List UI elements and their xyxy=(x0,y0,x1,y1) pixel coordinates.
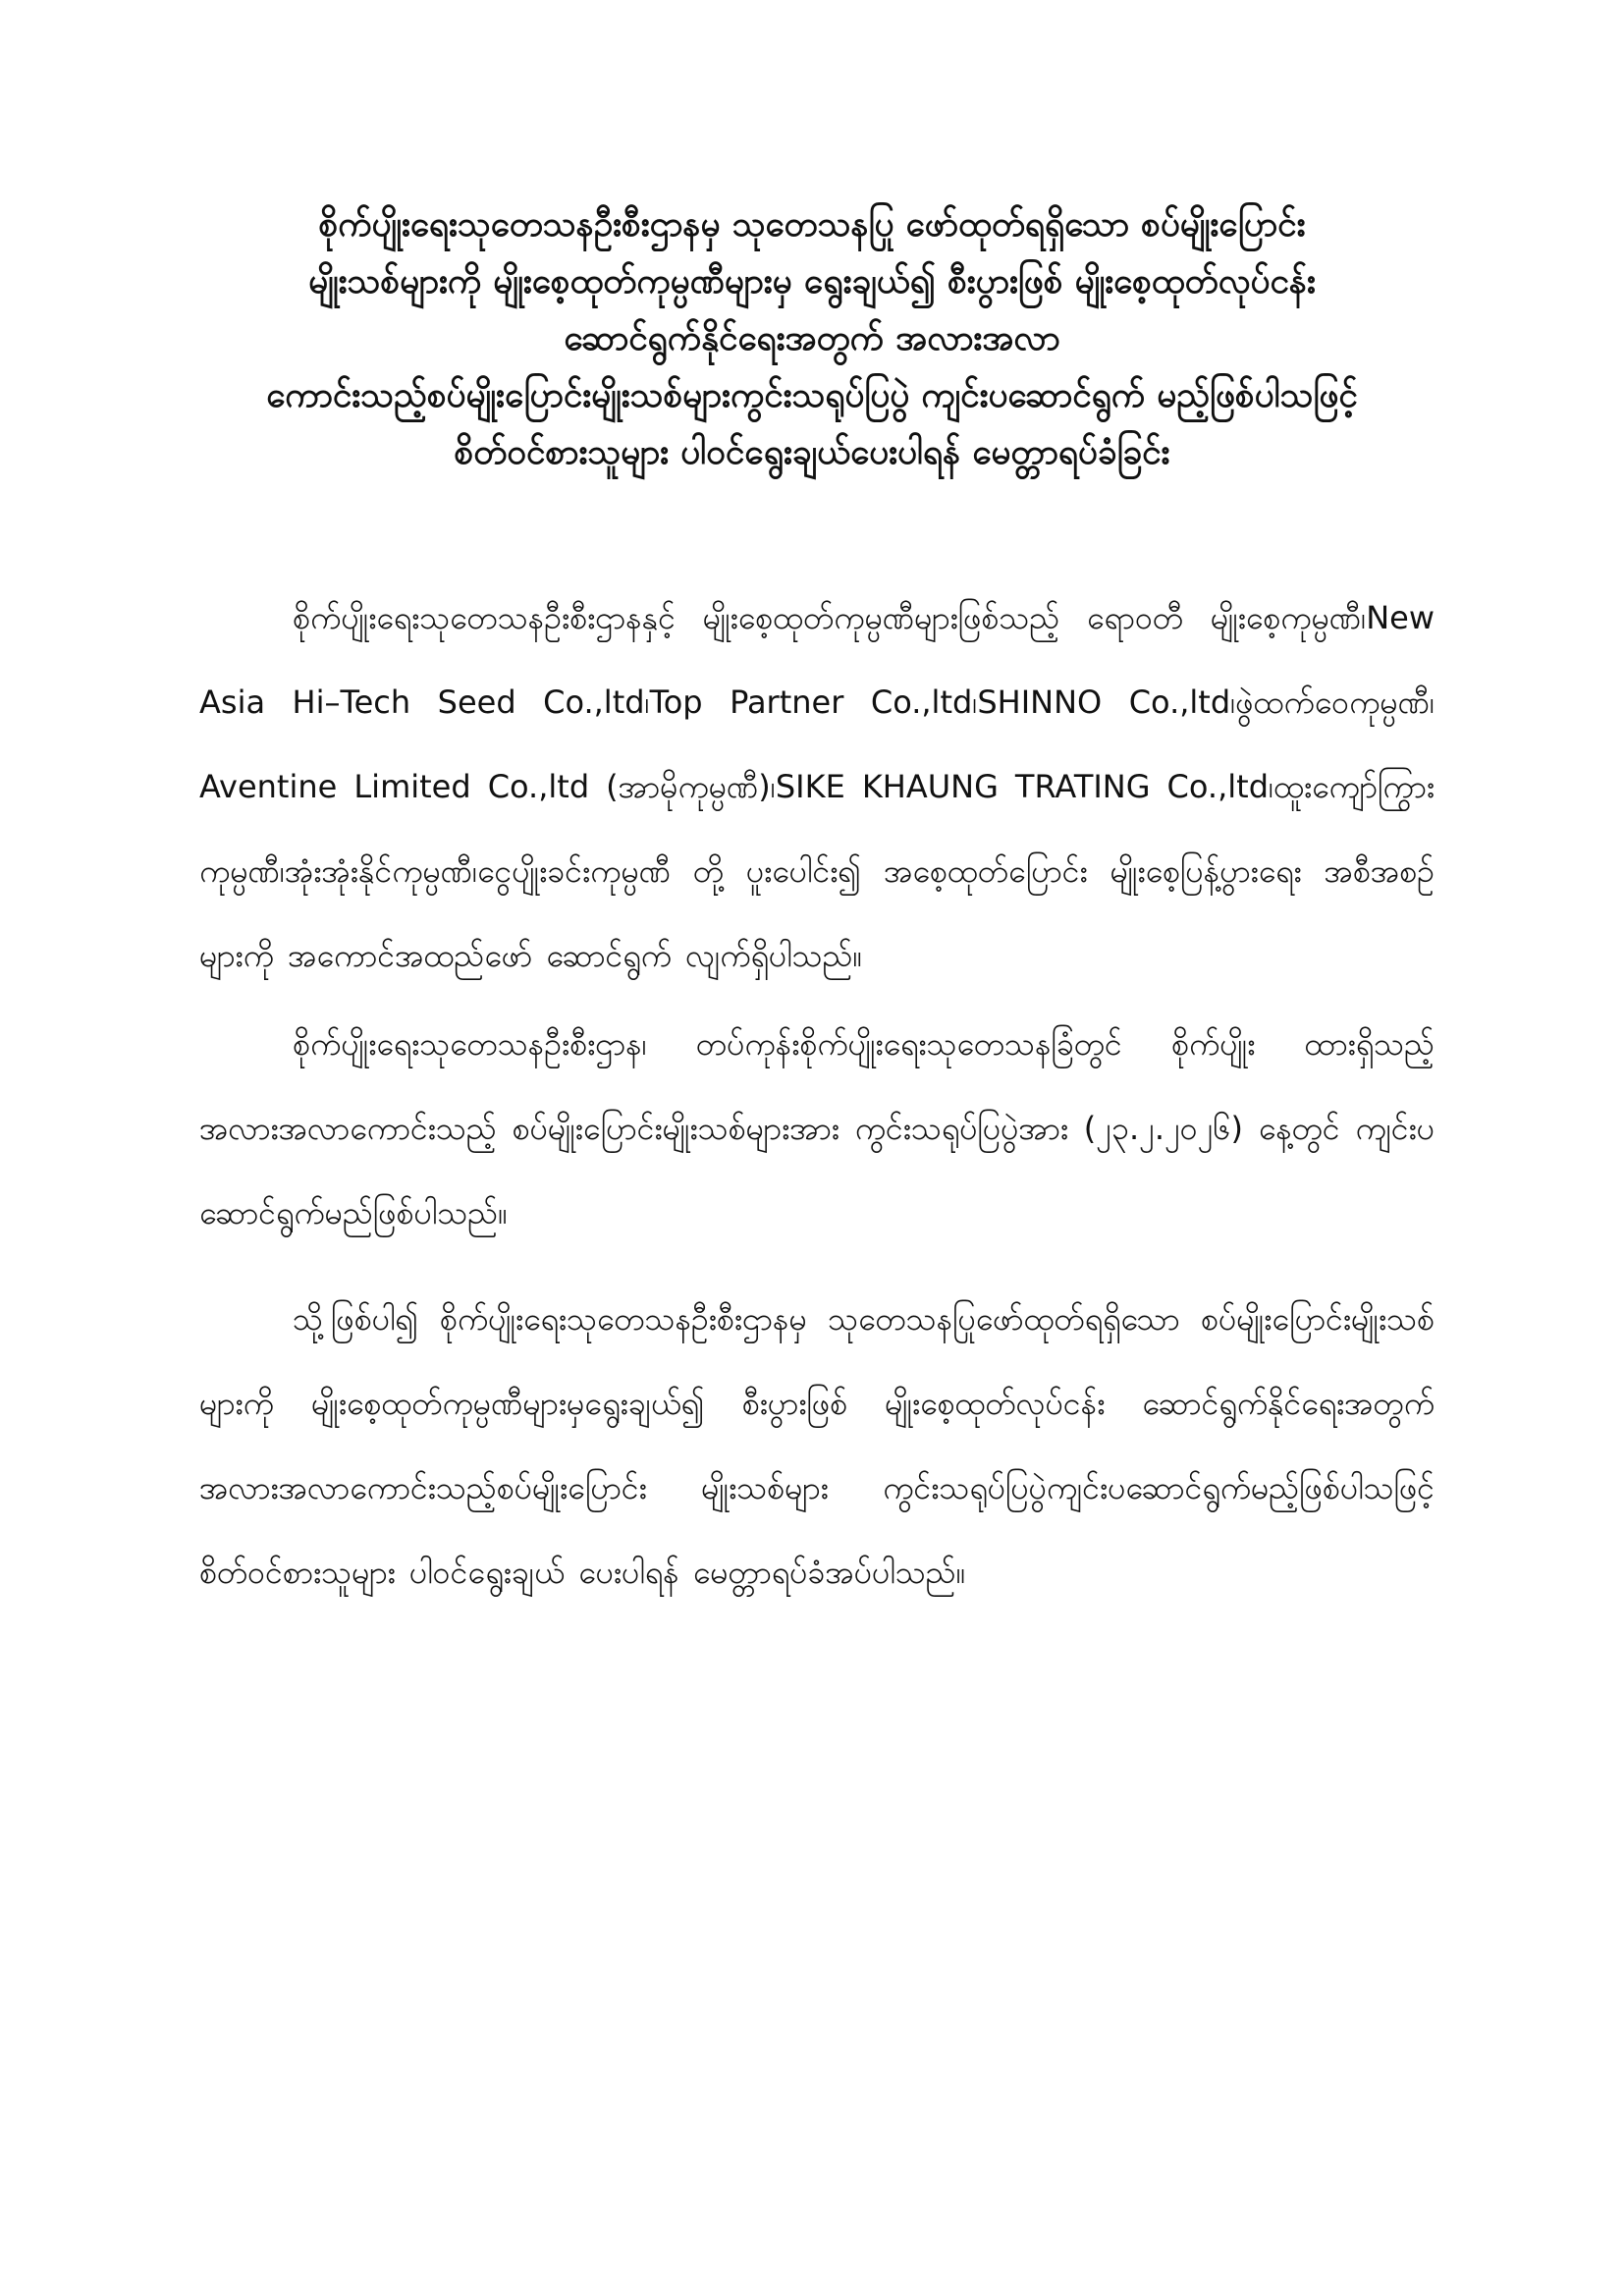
document-title xyxy=(147,196,1477,481)
document-body xyxy=(199,575,1435,1614)
title-line-5: စိတ်ဝင်စားသူများ ပါဝင်ရွေးချယ်ပေးပါရန် မေတ္တာရပ်ခံခြင်း xyxy=(454,433,1170,472)
title-line-3: ဆောင်ရွက်နိုင်ရေးအတွက် အလားအလာ xyxy=(564,319,1060,358)
title-line-2: မျိုးသစ်များကို မျိုးစေ့ထုတ်ကုမ္ပဏီများမှ ရွေးချယ်၍ စီးပွားဖြစ် မျိုးစေ့ထုတ်လုပ်ငန်း xyxy=(308,262,1316,301)
paragraph-1: စိုက်ပျိုးရေးသုတေသနဦးစီးဌာနနှင့် မျိုးစေ့ထုတ်ကုမ္ပဏီများဖြစ်သည့် ရောဝတီ မျိုးစေ့ကုမ္ပဏီ၊New Asia Hi–Tech Seed Co.,ltd၊Top Partner Co.,ltd၊SHINNO Co.,ltd၊ဖွဲထက်ဝေကုမ္ပဏီ၊Aventine Limited Co.,ltd (အာမိုကုမ္ပဏီ)၊SIKE KHAUNG TRATING Co.,ltd၊ထူးကျော်ကြွားကုမ္ပဏီ၊အုံးအုံးနိုင်ကုမ္ပဏီ၊ငွေပျိုးခင်းကုမ္ပဏီ တို့ ပူးပေါင်း၍ အစေ့ထုတ်ပြောင်း မျိုးစေ့ပြန့်ပွားရေး အစီအစဉ်များကို အကောင်အထည်ဖော် ဆောင်ရွက် လျက်ရှိပါသည်။ xyxy=(199,599,1435,974)
title-line-1: စိုက်ပျိုးရေးသုတေသနဦးစီးဌာနမှ သုတေသနပြု ဖော်ထုတ်ရရှိသော စပ်မျိုးပြောင်း xyxy=(318,205,1306,245)
title-line-4: ကောင်းသည့်စပ်မျိုးပြောင်းမျိုးသစ်များကွင်းသရုပ်ပြပွဲ ကျင်းပဆောင်ရွက် မည့်ဖြစ်ပါသဖြင့် xyxy=(266,376,1358,415)
paragraph-2: စိုက်ပျိုးရေးသုတေသနဦးစီးဌာန၊ တပ်ကုန်းစိုက်ပျိုးရေးသုတေသနခြံတွင် စိုက်ပျိုး ထားရှိသည့် အလားအလာကောင်းသည့် စပ်မျိုးပြောင်းမျိုးသစ်များအား ကွင်းသရုပ်ပြပွဲအား (၂၃.၂.၂၀၂၆) နေ့တွင် ကျင်းပဆောင်ရွက်မည်ဖြစ်ပါသည်။ xyxy=(199,1025,1435,1231)
paragraph-3: သို့ဖြစ်ပါ၍ စိုက်ပျိုးရေးသုတေသနဦးစီးဌာနမှ သုတေသနပြုဖော်ထုတ်ရရှိသော စပ်မျိုးပြောင်းမျိုးသစ်များကို မျိုးစေ့ထုတ်ကုမ္ပဏီများမှရွေးချယ်၍ စီးပွားဖြစ် မျိုးစေ့ထုတ်လုပ်ငန်း ဆောင်ရွက်နိုင်ရေးအတွက် အလားအလာကောင်းသည့်စပ်မျိုးပြောင်း မျိုးသစ်များ ကွင်းသရုပ်ပြပွဲကျင်းပဆောင်ရွက်မည့်ဖြစ်ပါသဖြင့် စိတ်ဝင်စားသူများ ပါဝင်ရွေးချယ် ပေးပါရန် မေတ္တာရပ်ခံအပ်ပါသည်။ xyxy=(199,1300,1435,1591)
